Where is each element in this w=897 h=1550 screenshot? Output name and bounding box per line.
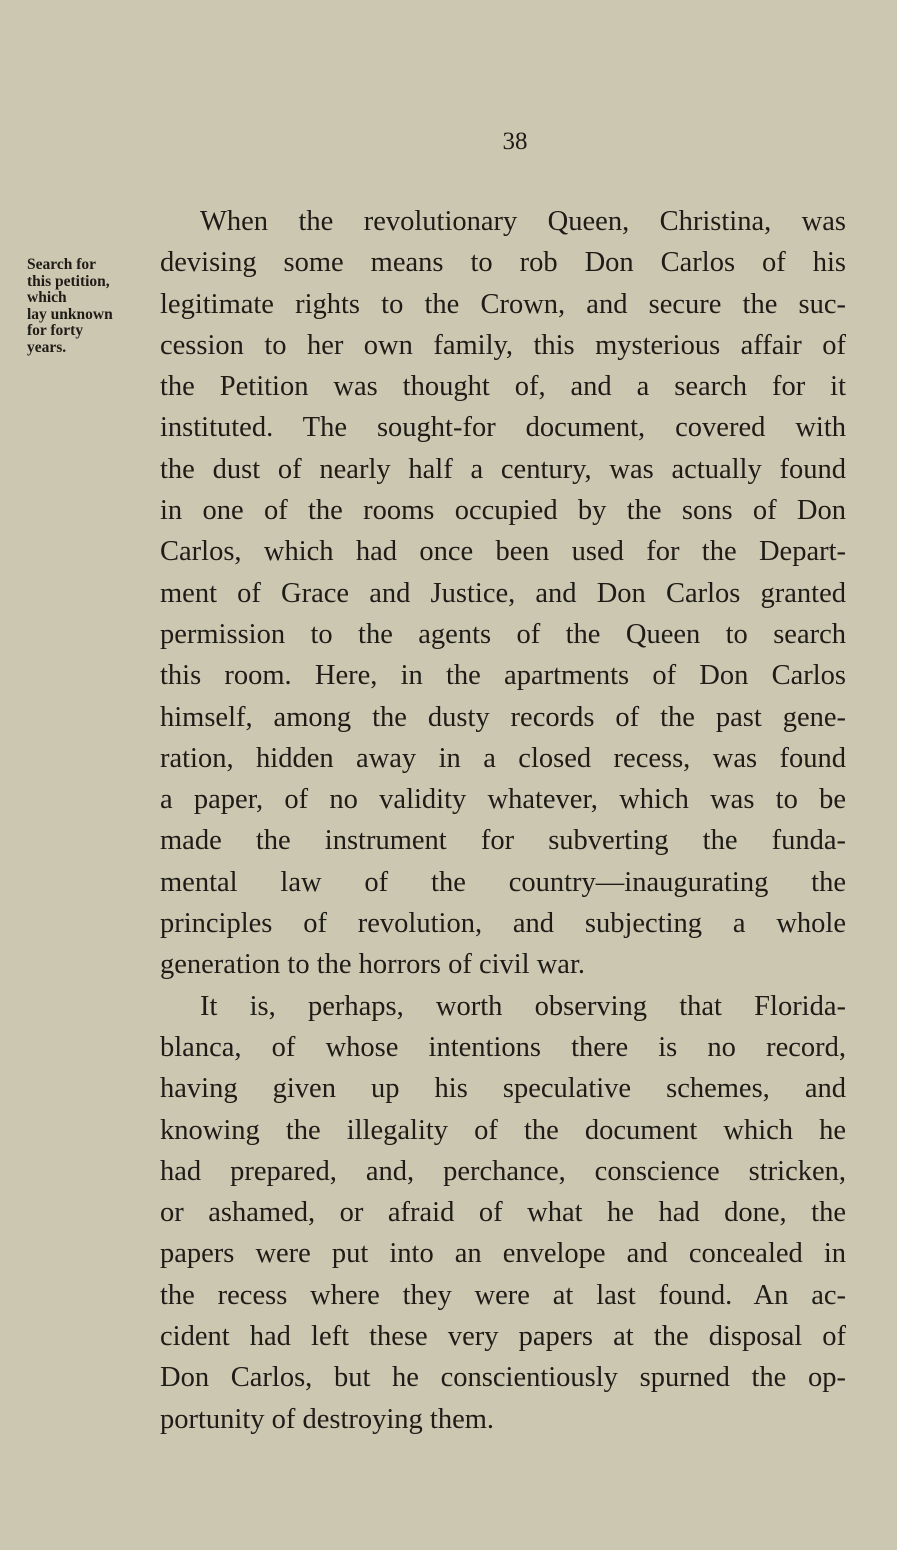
text-line: When the revolutionary Queen, Christina, was [200,206,846,237]
text-line: made the instrument for subverting the funda- [160,825,846,857]
margin-note-line: which [27,289,67,306]
text-line: portunity of destroying them. [160,1403,495,1435]
body-text [160,201,846,1440]
paragraph [160,986,846,1440]
text-line: permission to the agents of the Queen to search [160,618,846,650]
page-number: 38 [502,128,528,155]
text-line: cession to her own family, this mysterious affair of [160,329,846,361]
margin-note-line: this petition, [27,272,110,290]
margin-note-line: lay unknown [27,305,113,323]
text-line: generation to the horrors of civil war. [160,949,585,981]
text-line: in one of the rooms occupied by the sons of Don [160,495,846,527]
text-line: a paper, of no validity whatever, which was to be [160,784,846,816]
text-line: having given up his speculative schemes, and [160,1073,846,1105]
margin-note-line: for forty [27,322,84,339]
margin-note-line: years. [27,338,67,356]
margin-note-line: Search for [27,256,97,273]
text-line: Don Carlos, but he conscientiously spurned the op- [160,1362,846,1394]
margin-note [27,257,157,356]
text-line: instituted. The sought-for document, covered with [160,412,846,444]
text-line: this room. Here, in the apartments of Don Carlos [160,660,846,692]
text-line: devising some means to rob Don Carlos of his [160,247,846,279]
text-line: himself, among the dusty records of the past gene- [160,701,846,733]
text-line: blanca, of whose intentions there is no record, [160,1031,846,1063]
text-line: the recess where they were at last found. An ac- [160,1279,846,1311]
text-line: principles of revolution, and subjecting a whole [160,908,846,940]
text-line: legitimate rights to the Crown, and secure the suc- [160,288,846,320]
text-line: cident had left these very papers at the disposal of [160,1321,846,1353]
paragraph [160,201,846,986]
text-line: the dust of nearly half a century, was actually found [160,453,846,485]
text-line: had prepared, and, perchance, conscience stricken, [160,1155,846,1187]
text-line: or ashamed, or afraid of what he had done, the [160,1197,846,1229]
text-line: mental law of the country—inaugurating the [160,866,846,898]
text-line: the Petition was thought of, and a search for it [160,371,846,403]
text-line: Carlos, which had once been used for the Depart- [160,536,846,568]
text-line: papers were put into an envelope and concealed in [160,1238,846,1270]
text-line: It is, perhaps, worth observing that Florida- [200,990,846,1022]
text-line: ment of Grace and Justice, and Don Carlos granted [160,577,846,609]
text-line: knowing the illegality of the document which he [160,1114,846,1146]
text-line: ration, hidden away in a closed recess, was found [160,742,846,774]
